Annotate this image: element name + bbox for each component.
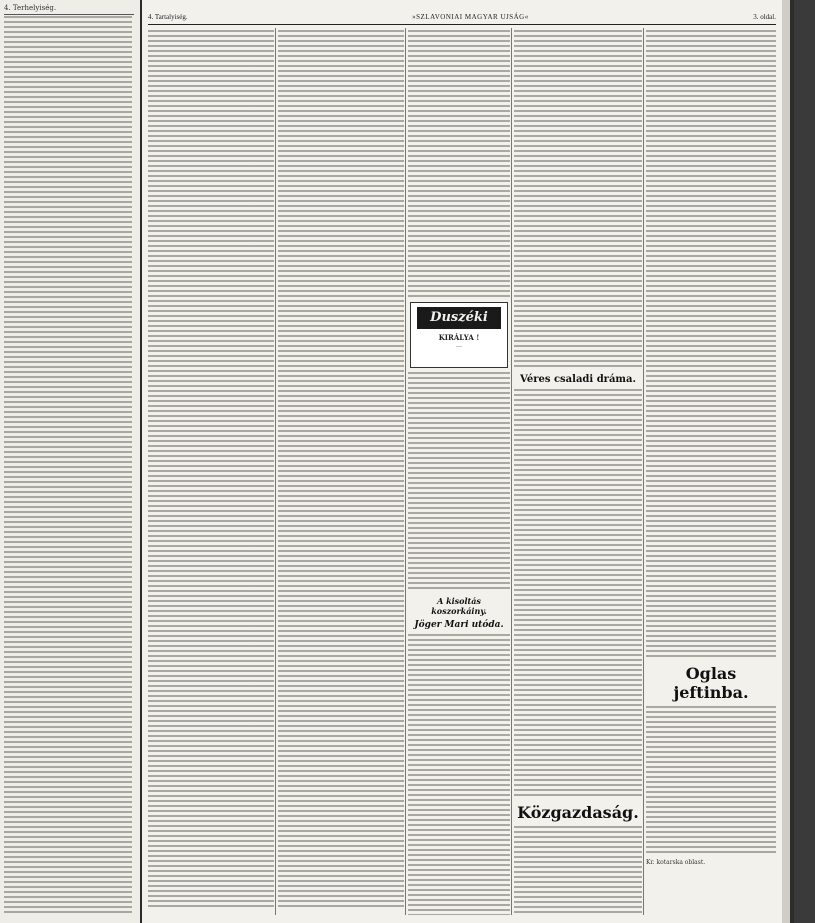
page-number-left: 4. Tartalyiség. (148, 13, 188, 21)
article-text (408, 634, 510, 915)
column-1 (148, 30, 274, 915)
page-header (148, 10, 776, 25)
book-binding-edge (782, 0, 815, 923)
previous-page-header: 4. Terhelyiség. (4, 4, 134, 15)
article-text (646, 30, 776, 660)
section-heading: Közgazdaság. (517, 803, 639, 822)
previous-page-sliver (0, 0, 142, 923)
article-text (148, 30, 274, 910)
article-text (646, 706, 776, 856)
previous-page-text (4, 16, 132, 913)
article-text (514, 826, 642, 915)
page-number-right: 3. oldal. (753, 13, 776, 21)
column-3 (408, 30, 510, 915)
newspaper-title: »SZLAVONIAI MAGYAR UJSÁG« (412, 13, 529, 21)
ad-subline: … (456, 342, 462, 349)
ad-brand-logo: Duszéki (417, 307, 501, 329)
ad-tagline: KIRÁLYA ! (438, 333, 480, 342)
article-text (514, 30, 642, 370)
article-text (408, 372, 510, 592)
article-text (408, 30, 510, 298)
article-text (278, 30, 404, 910)
signature: Kr. kotarska oblast. (646, 859, 706, 866)
article-heading: Véres csaladi dráma. (520, 374, 636, 385)
article-text (514, 389, 642, 799)
section-heading: A kisoltás koszorkáiny. (431, 596, 487, 616)
advertisement (410, 302, 508, 368)
article-heading: Oglas jeftinba. (673, 664, 749, 702)
article-heading: Jöger Mari utóda. (414, 620, 504, 630)
column-4 (514, 30, 642, 915)
column-2 (278, 30, 404, 915)
column-5 (646, 30, 776, 915)
newspaper-page (142, 0, 782, 923)
